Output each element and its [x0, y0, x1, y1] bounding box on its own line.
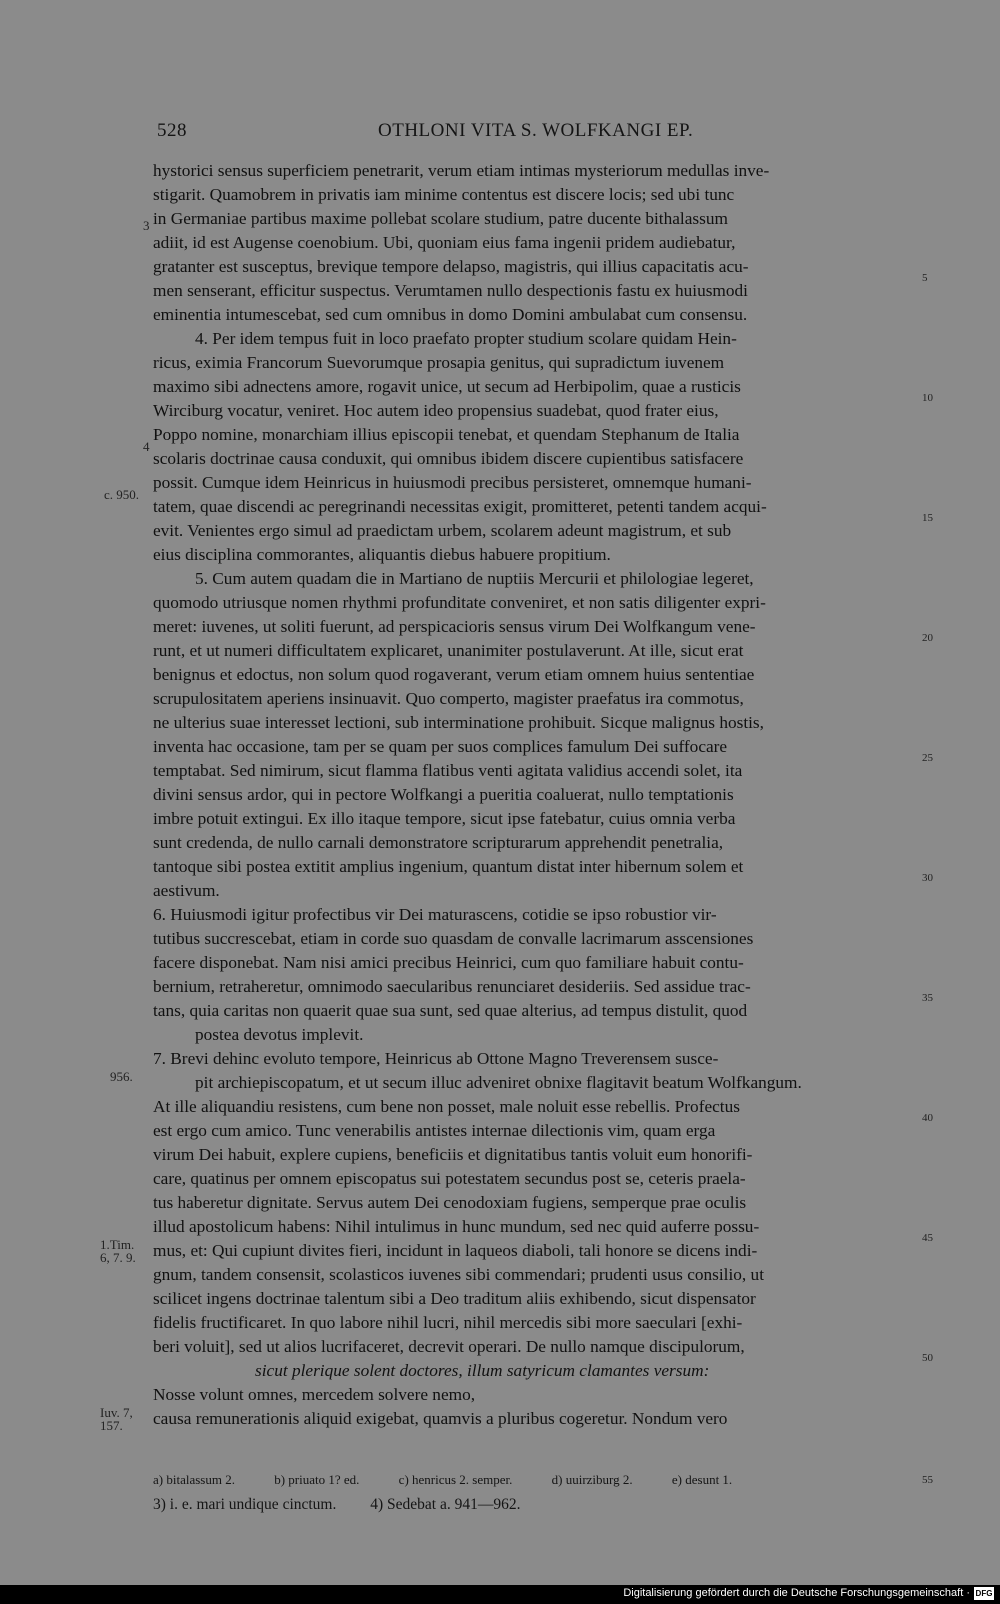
text-line: facere disponebat. Nam nisi amici precibus Heinrici, cum quo familiare habuit contu-	[153, 953, 744, 972]
text-line: mus, et: Qui cupiunt divites fieri, incidunt in laqueos diaboli, tali honore se dicens indi-	[153, 1241, 758, 1260]
explanatory-footnotes	[153, 1496, 550, 1514]
footnote: 4) Sedebat a. 941—962.	[370, 1496, 521, 1513]
text-line: sunt credenda, de nullo carnali demonstratore scripturarum apprehendit penetralia,	[153, 833, 724, 852]
text-line: illud apostolicum habens: Nihil intulimus in hunc mundum, sed nec quid auferre possu-	[153, 1217, 760, 1236]
text-line: beri voluit], sed ut alios lucrifaceret, decrevit operari. De nullo namque discipulorum,	[153, 1337, 745, 1356]
variant-note: a) bitalassum 2.	[153, 1472, 235, 1487]
line-number: 15	[922, 512, 933, 524]
text-line: pit archiepiscopatum, et ut secum illuc adveniret obnixe flagitavit beatum Wolfkangum.	[195, 1073, 802, 1092]
line-number: 40	[922, 1112, 933, 1124]
text-line: aestivum.	[153, 881, 220, 900]
text-line: benignus et edoctus, non solum quod rogaverant, verum etiam omnem huius sententiae	[153, 665, 755, 684]
text-line: hystorici sensus superficiem penetrarit, verum etiam intimas mysteriorum medullas inve-	[153, 161, 770, 180]
text-line: postea devotus implevit.	[195, 1025, 364, 1044]
text-line: maximo sibi adnectens amore, rogavit unice, ut secum ad Herbipolim, quae a rusticis	[153, 377, 741, 396]
text-line: virum Dei habuit, explere cupiens, beneficiis et dignitatibus tantis voluit eum honorifi-	[153, 1145, 753, 1164]
text-line: gratanter est susceptus, brevique tempore delapso, magistris, qui illius capacitatis acu-	[153, 257, 749, 276]
text-line: 7. Brevi dehinc evoluto tempore, Heinricus ab Ottone Magno Treverensem susce-	[153, 1049, 719, 1068]
line-number: 25	[922, 752, 933, 764]
text-line: 4. Per idem tempus fuit in loco praefato propter studium scolare quidam Hein-	[195, 329, 737, 348]
text-line: gnum, tandem consensit, scolasticos iuvenes sibi commendari; prudenti usus consilio, ut	[153, 1265, 764, 1284]
text-line: tus haberetur dignitate. Servus autem Dei cenodoxiam fugiens, semperque prae oculis	[153, 1193, 747, 1212]
dfg-logo: DFG	[975, 1589, 993, 1598]
line-number: 10	[922, 392, 933, 404]
text-line: care, quatinus per omnem episcopatus sui potestatem secundus post se, ceteris praela-	[153, 1169, 746, 1188]
text-line: adiit, id est Augense coenobium. Ubi, quoniam eius fama ingenii pridem audiebatur,	[153, 233, 736, 252]
margin-ref: Iuv. 7, 157.	[100, 1405, 133, 1433]
margin-ref: c. 950.	[104, 487, 140, 502]
text-line: scrupulositatem aperiens insinuavit. Quo comperto, magister praefatus ira commotus,	[153, 689, 744, 708]
text-line: in Germaniae partibus maxime pollebat scolare studium, patre ducente bithalassum	[153, 209, 728, 228]
text-line: tantoque sibi postea extitit amplius ingenium, quantum distat inter hibernum solem et	[153, 857, 744, 876]
text-line: causa remunerationis aliquid exigebat, quamvis a pluribus cogeretur. Nondum vero	[153, 1409, 728, 1428]
text-line: est ergo cum amico. Tunc venerabilis antistes internae dilectionis vim, quam erga	[153, 1121, 716, 1140]
text-line: 6. Huiusmodi igitur profectibus vir Dei maturascens, cotidie se ipso robustior vir-	[153, 905, 717, 924]
text-line: Nosse volunt omnes, mercedem solvere nemo,	[153, 1385, 476, 1404]
running-title: OTHLONI VITA S. WOLFKANGI EP.	[378, 120, 694, 141]
text-line: ricus, eximia Francorum Suevorumque prosapia genitus, qui supradictum iuvenem	[153, 353, 725, 372]
line-number: 35	[922, 992, 933, 1004]
page-number: 528	[157, 120, 187, 141]
text-line: eius disciplina commorantes, aliquantis diebus habuere propitium.	[153, 545, 611, 564]
text-line: Poppo nomine, monarchiam illius episcopii tenebat, et quendam Stephanum de Italia	[153, 425, 740, 444]
line-number: 30	[922, 872, 933, 884]
text-line: men senserant, efficitur suspectus. Verumtamen nullo despectionis fastu ex huiusmodi	[153, 281, 748, 300]
text-line: At ille aliquandiu resistens, cum bene non posset, male noluit esse rebellis. Profectus	[153, 1097, 740, 1116]
text-line: stigarit. Quamobrem in privatis iam minime contentus est discere locis; sed ubi tunc	[153, 185, 735, 204]
line-number: 55	[922, 1474, 933, 1486]
text-line: inventa hac occasione, tam per se quam per suos complices famulum Dei suffocare	[153, 737, 728, 756]
variant-note: d) uuirziburg 2.	[551, 1472, 633, 1487]
margin-ref: 3	[143, 218, 150, 233]
text-line: bernium, retraheretur, omnimodo saecularibus renunciaret desideriis. Sed assidue trac-	[153, 977, 751, 996]
text-line: scolaris doctrinae causa conduxit, qui omnibus ibidem discere cupientibus satisfacere	[153, 449, 744, 468]
text-line: Wirciburg vocatur, veniret. Hoc autem ideo propensius suadebat, quod frater eius,	[153, 401, 719, 420]
variant-note: b) priuato 1? ed.	[274, 1472, 360, 1487]
text-line: ne ulterius suae interesset lectioni, sub interminatione prohibuit. Sicque malignus hostis,	[153, 713, 764, 732]
text-line: evit. Venientes ergo simul ad praedictam urbem, scolarem adeunt magistrum, et sub	[153, 521, 732, 540]
text-line: eminentia intumescebat, sed cum omnibus in domo Domini ambulabat cum consensu.	[153, 305, 748, 324]
variant-note: e) desunt 1.	[671, 1472, 733, 1487]
margin-ref: 1.Tim. 6, 7. 9.	[100, 1237, 136, 1265]
text-line: tans, quia caritas non quaerit quae sua sunt, sed quae alterius, ad tempus distulit, quod	[153, 1001, 748, 1020]
line-number: 45	[922, 1232, 933, 1244]
text-line: sicut plerique solent doctores, illum satyricum clamantes versum:	[255, 1361, 710, 1380]
text-line: possit. Cumque idem Heinricus in huiusmodi precibus persisteret, omnemque humani-	[153, 473, 752, 492]
text-line: 5. Cum autem quadam die in Martiano de nuptiis Mercurii et philologiae legeret,	[195, 569, 754, 588]
text-line: tatem, quae discendi ac peregrinandi necessitas exigit, promitteret, petenti tandem acqui-	[153, 497, 767, 516]
margin-ref: 4	[143, 439, 150, 454]
text-line: scilicet ingens doctrinae talentum sibi a Deo traditum aliis exhibendo, sicut dispensator	[153, 1289, 756, 1308]
text-line: quomodo utriusque nomen rhythmi profunditate conveniret, et non satis diligenter expri-	[153, 593, 766, 612]
footnote: 3) i. e. mari undique cinctum.	[153, 1496, 337, 1513]
text-line: fidelis fructificaret. In quo labore nihil lucri, nihil mercedis sibi more saeculari [exhi-	[153, 1313, 743, 1332]
digitization-credit: Digitalisierung gefördert durch die Deutsche Forschungsgemeinschaft ·	[623, 1587, 970, 1599]
line-number: 20	[922, 632, 933, 644]
text-line: tutibus succrescebat, etiam in corde suo quasdam de convalle lacrimarum asscensiones	[153, 929, 754, 948]
variant-note: c) henricus 2. semper.	[398, 1472, 513, 1487]
margin-ref: 956.	[110, 1069, 133, 1084]
text-line: imbre potuit extingui. Ex illo itaque tempore, sicut ipse fatebatur, cuius omnia verba	[153, 809, 736, 828]
line-number: 5	[922, 272, 928, 284]
text-line: temptabat. Sed nimirum, sicut flamma flatibus venti agitata validius accendi solet, ita	[153, 761, 743, 780]
text-line: runt, et ut numeri difficultatem explicaret, unanimiter postulaverunt. At ille, sicut erat	[153, 641, 744, 660]
text-line: divini sensus ardor, qui in pectore Wolfkangi a pueritia coaluerat, nullo temptationis	[153, 785, 734, 804]
line-number: 50	[922, 1352, 933, 1364]
text-line: meret: iuvenes, ut soliti fuerunt, ad perspicacioris sensus virum Dei Wolfkangum vene-	[153, 617, 756, 636]
variant-footnotes	[153, 1472, 768, 1488]
